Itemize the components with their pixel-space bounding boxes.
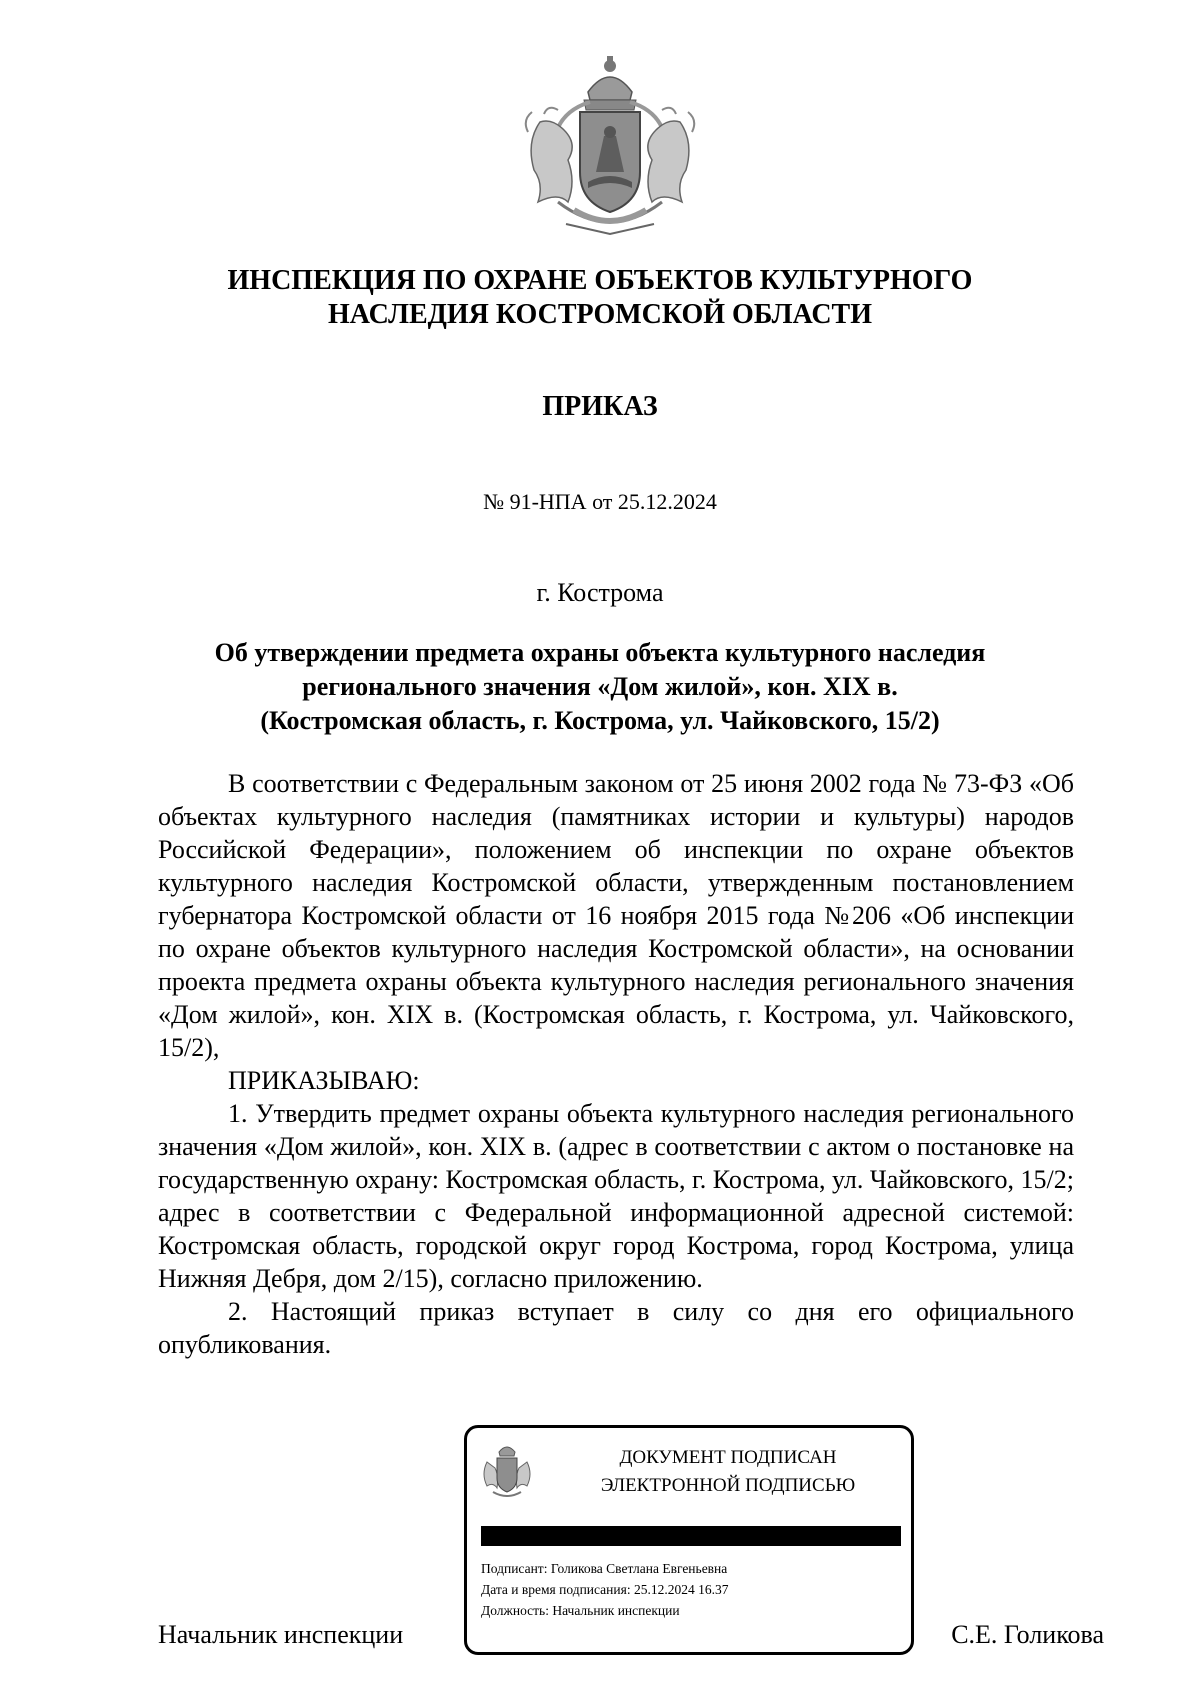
order-subject-line1: Об утверждении предмета охраны объекта культурного наследия: [214, 638, 986, 667]
redaction-bar: [481, 1526, 901, 1546]
item-2-paragraph: 2. Настоящий приказ вступает в силу со дня его официального опубликования.: [158, 1297, 1074, 1359]
signatory-name: С.Е. Голикова: [951, 1620, 1104, 1649]
document-type: ПРИКАЗ: [542, 391, 658, 422]
order-body: [158, 767, 1074, 1361]
signatory-position: Начальник инспекции: [158, 1620, 404, 1649]
stamp-details: [481, 1558, 901, 1621]
stamp-datetime: Дата и время подписания: 25.12.2024 16.37: [481, 1582, 729, 1597]
item-1-paragraph: 1. Утвердить предмет охраны объекта культурного наследия регионального значения «Дом жилой», кон. XIX в. (адрес в соответствии с актом о постановке на государственную охрану: Костромская область, г. Кострома, ул. Чайковского, 15/2; адрес в соответствии с Федеральной информационной адресной системой: Костромская область, городской округ город Кострома, город Кострома, улица Нижняя Дебря, дом 2/15), согласно приложению.: [158, 1099, 1074, 1293]
stamp-title-line2: ЭЛЕКТРОННОЙ ПОДПИСЬЮ: [600, 1475, 856, 1496]
coat-of-arms-icon: [518, 52, 702, 240]
preamble-paragraph: В соответствии с Федеральным законом от 25 июня 2002 года № 73-ФЗ «Об объектах культурного наследия (памятниках истории и культуры) народов Российской Федерации», положением об инспекции по охране объектов культурного наследия Костромской области, утвержденным постановлением губернатора Костромской области от 16 ноября 2015 года №206 «Об инспекции по охране объектов культурного наследия Костромской области», на основании проекта предмета охраны объекта культурного наследия регионального значения «Дом жилой», кон. XIX в. (Костромская область, г. Кострома, ул. Чайковского, 15/2),: [158, 769, 1074, 1062]
organization-title-line1: ИНСПЕКЦИЯ ПО ОХРАНЕ ОБЪЕКТОВ КУЛЬТУРНОГО: [227, 265, 973, 296]
organization-title: [150, 264, 1050, 332]
directive-paragraph: ПРИКАЗЫВАЮ:: [228, 1066, 420, 1095]
order-city: г. Кострома: [536, 578, 664, 607]
stamp-title-line1: ДОКУМЕНТ ПОДПИСАН: [619, 1447, 837, 1468]
coat-of-arms-icon: [481, 1442, 533, 1500]
stamp-signer: Подписант: Голикова Светлана Евгеньевна: [481, 1561, 728, 1576]
order-subject-line2: регионального значения «Дом жилой», кон. XIX в.: [302, 672, 898, 701]
order-subject: [160, 636, 1040, 738]
order-number-date: № 91-НПА от 25.12.2024: [483, 489, 717, 514]
order-subject-line3: (Костромская область, г. Кострома, ул. Чайковского, 15/2): [260, 706, 940, 735]
organization-title-line2: НАСЛЕДИЯ КОСТРОМСКОЙ ОБЛАСТИ: [327, 299, 873, 330]
electronic-signature-stamp: [464, 1425, 914, 1655]
stamp-role: Должность: Начальник инспекции: [481, 1603, 680, 1618]
stamp-title: [563, 1444, 893, 1500]
